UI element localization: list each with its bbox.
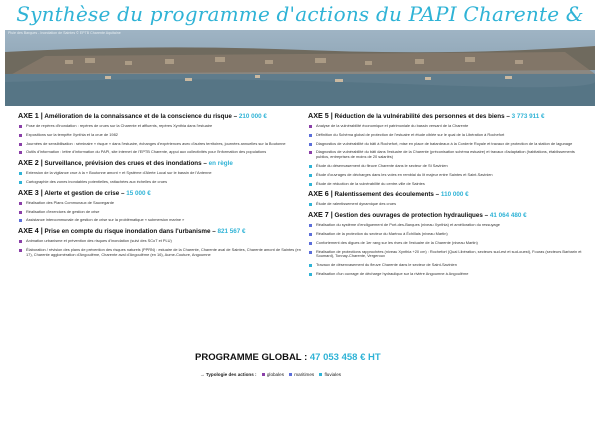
action-text: Journées de sensibilisation : séminaire « risque » dans l'estuaire, échanges d'expériences avec d'autres territoires, journées annuelles sur la Boutonne: [26, 140, 286, 146]
axe-number: AXE 7 |: [308, 210, 333, 220]
action-item: [308, 182, 588, 187]
action-item: [308, 133, 588, 138]
action-item: [18, 171, 302, 176]
left-column: [18, 112, 302, 262]
action-text: Étude d'ouvrages de décharges dans les voies en remblai du lit majeur entre Saintes et Saint-Savinien: [316, 171, 493, 177]
action-text: Extension de la vigilance crue à la « Boutonne amont » et Système d'Alerte Local sur le bassin de l'Antenne: [26, 170, 212, 176]
action-text: Définition du Schéma global de protection de l'estuaire et étude ciblée sur le quai de la Libération à Rochefort: [316, 131, 505, 137]
axe-number: AXE 1 |: [18, 111, 43, 120]
fluviale-bullet-icon: [309, 165, 312, 168]
globale-bullet-icon: [19, 202, 22, 205]
action-item: [18, 180, 302, 185]
globale-bullet-icon: [309, 151, 312, 154]
axe-title: Amélioration de la connaissance et de la conscience du risque –: [44, 113, 238, 120]
maritime-bullet-icon: [309, 224, 312, 227]
axe-5-heading: [308, 112, 588, 121]
axe-budget: en règle: [208, 160, 233, 168]
legend-label: Typologie des actions :: [205, 372, 257, 377]
globale-bullet-icon: [19, 151, 22, 154]
maritime-bullet-icon: [309, 143, 312, 146]
globale-bullet-icon: [19, 134, 22, 137]
action-item: [18, 210, 302, 215]
axe-7-heading: [308, 211, 588, 220]
action-item: [308, 164, 588, 169]
programme-total: [195, 352, 381, 363]
axe-number: AXE 6 |: [308, 189, 333, 199]
legend-globale: globales: [266, 372, 284, 377]
axe-budget: 41 064 480 €: [489, 212, 527, 220]
axe-title: Alerte et gestion de crise –: [44, 189, 125, 197]
globale-bullet-icon: [19, 125, 22, 128]
axe-number: AXE 4 |: [18, 226, 43, 236]
axe-number: AXE 3 |: [18, 187, 43, 197]
total-value: 47 053 458 € HT: [309, 352, 381, 363]
aerial-photo-image: [5, 30, 595, 106]
axe-2-heading: [18, 159, 302, 168]
maritime-bullet-icon: [19, 219, 22, 222]
legend-maritime: maritimes: [294, 372, 315, 377]
action-item: [308, 250, 588, 260]
action-item: [308, 223, 588, 228]
action-item: [18, 248, 302, 258]
axe-budget: 210 000 €: [238, 113, 267, 120]
axe-budget: 3 773 911 €: [511, 113, 545, 120]
action-text: Élaboration / révision des plans de prévention des risques naturels (PPRN) : estuaire de la Charente, Charente aval de Saintes, Charente amont de Saintes (en 17), Charente agglomération d'Angoulême, Charente aval d'Angoulême (en 16), Aume-Couture, Angoumne: [26, 246, 301, 257]
globale-bullet-icon: [309, 125, 312, 128]
action-text: Réalisation de protections rapprochées (niveau Xynthia +20 cm) : Rochefort (Quai Libération, secteurs sud-est et sud-ouest), Fouras (secteurs Barbarin et Soumard), Tonnay-Charente, Vergeroux: [316, 248, 582, 259]
typology-legend: [200, 372, 341, 377]
axe-6-heading: [308, 190, 588, 199]
action-text: Animation urbanisme et prévention des risques d'inondation (suivi des SCoT et PLU): [26, 238, 172, 244]
photo-caption: Pluie des Barques - Inondation de Saintes © EPTB Charente Aquitaine: [8, 31, 121, 35]
action-text: Expositions sur la tempête Xynthia et la crue de 1982: [26, 131, 118, 137]
action-text: Réalisation du système d'endiguement de Port-des-Barques (niveau Xynthia) et amélioration du ressuyage: [316, 222, 500, 228]
axe-4-heading: [18, 227, 302, 236]
maritime-bullet-icon: [309, 134, 312, 137]
fluviale-bullet-icon: [19, 172, 22, 175]
globale-bullet-icon: [19, 211, 22, 214]
page-title: Synthèse du programme d'actions du PAPI Charente &: [16, 2, 584, 26]
axe-title: Surveillance, prévision des crues et des inondations –: [44, 160, 207, 168]
action-item: [308, 124, 588, 129]
fluviale-bullet-icon: [309, 174, 312, 177]
globale-bullet-icon: [19, 240, 22, 243]
axe-number: AXE 2 |: [18, 158, 43, 168]
axe-3-heading: [18, 189, 302, 198]
action-item: [308, 272, 588, 277]
globale-bullet-icon: [19, 249, 22, 252]
fluviale-bullet-icon: [19, 181, 22, 184]
action-item: [308, 142, 588, 147]
action-item: [18, 124, 302, 129]
action-text: Étude du désenvasement du fleuve Charente dans le secteur de St Savinien: [316, 162, 448, 168]
action-text: Travaux de désenvasement du fleuve Charente dans le secteur de Saint-Savinien: [316, 262, 457, 268]
maritime-bullet-icon: [309, 233, 312, 236]
action-text: Diagnostics de vulnérabilité du bâti dans l'estuaire de la Charente (préconisation schéma estuaire) et travaux d'adaptation (habitations, établissements publics, entreprises de moins de 20 salariés): [316, 149, 575, 160]
action-text: Réalisation d'exercices de gestion de crise: [26, 208, 100, 214]
action-item: [18, 142, 302, 147]
axe-1-heading: [18, 112, 302, 121]
action-item: [18, 239, 302, 244]
action-item: [18, 218, 302, 223]
maritime-swatch-icon: [289, 373, 292, 376]
maritime-bullet-icon: [309, 242, 312, 245]
action-item: [308, 241, 588, 246]
action-text: Réalisation de la protection du secteur du Martrou à Échillais (niveau Martin): [316, 230, 448, 236]
action-text: Cartographie des zones inondables potentielles, rattachées aux échelles de crues: [26, 178, 168, 184]
action-text: Étude de ralentissement dynamique des crues: [316, 201, 397, 207]
fluviale-bullet-icon: [309, 273, 312, 276]
axe-budget: 110 000 €: [440, 191, 469, 199]
action-text: Réalisation d'un ouvrage de décharge hydraulique sur la rivière Angoumne à Angoulême: [316, 270, 469, 276]
action-text: Outils d'information : lettre d'information du PAPI, site internet de l'EPTB Charente, appui aux collectivités pour l'information des populations: [26, 149, 267, 155]
action-text: Étude de réduction de la vulnérabilité du centre-ville de Saintes: [316, 180, 425, 186]
action-item: [18, 133, 302, 138]
axe-number: AXE 5 |: [308, 111, 333, 120]
action-item: [308, 232, 588, 237]
axe-budget: 15 000 €: [126, 189, 151, 197]
action-item: [18, 201, 302, 206]
axe-title: Réduction de la vulnérabilité des personnes et des biens –: [334, 113, 510, 120]
action-text: Assistance intercommunale de gestion de crise sur la problématique « submersion marine »: [26, 217, 185, 223]
arrow-icon: →: [200, 372, 205, 377]
right-column: [308, 112, 588, 281]
fluviale-bullet-icon: [309, 264, 312, 267]
maritime-bullet-icon: [309, 251, 312, 254]
axe-title: Gestion des ouvrages de protection hydrauliques –: [334, 212, 489, 220]
action-text: Confortement des digues de 1er rang sur les rives de l'estuaire de la Charente (niveau Martin): [316, 239, 478, 245]
globale-swatch-icon: [262, 373, 265, 376]
action-item: [308, 150, 588, 160]
fluviale-bullet-icon: [309, 183, 312, 186]
action-item: [18, 150, 302, 155]
action-item: [308, 173, 588, 178]
axe-budget: 821 567 €: [217, 228, 246, 236]
globale-bullet-icon: [19, 143, 22, 146]
fluviale-bullet-icon: [309, 203, 312, 206]
axe-title: Prise en compte du risque inondation dans l'urbanisme –: [44, 228, 216, 236]
total-label: PROGRAMME GLOBAL :: [195, 352, 308, 363]
action-item: [308, 202, 588, 207]
action-text: Diagnostics de vulnérabilité du bâti à Rochefort, mise en place de batardeaux à la Corderie Royale et travaux de protection de la station de lagunage: [316, 140, 573, 146]
axe-title: Ralentissement des écoulements –: [334, 191, 440, 199]
fluviale-swatch-icon: [319, 373, 322, 376]
action-item: [308, 263, 588, 268]
legend-fluviale: fluviales: [324, 372, 342, 377]
action-text: Pose de repères d'inondation : repères de crues sur la Charente et affluents, repères Xynthia dans l'estuaire: [26, 123, 213, 128]
action-text: Analyse de la vulnérabilité économique et patrimoniale du bassin versant de la Charente: [316, 123, 469, 128]
action-text: Réalisation des Plans Communaux de Sauvegarde: [26, 199, 115, 205]
aerial-flood-photo: [5, 30, 595, 106]
